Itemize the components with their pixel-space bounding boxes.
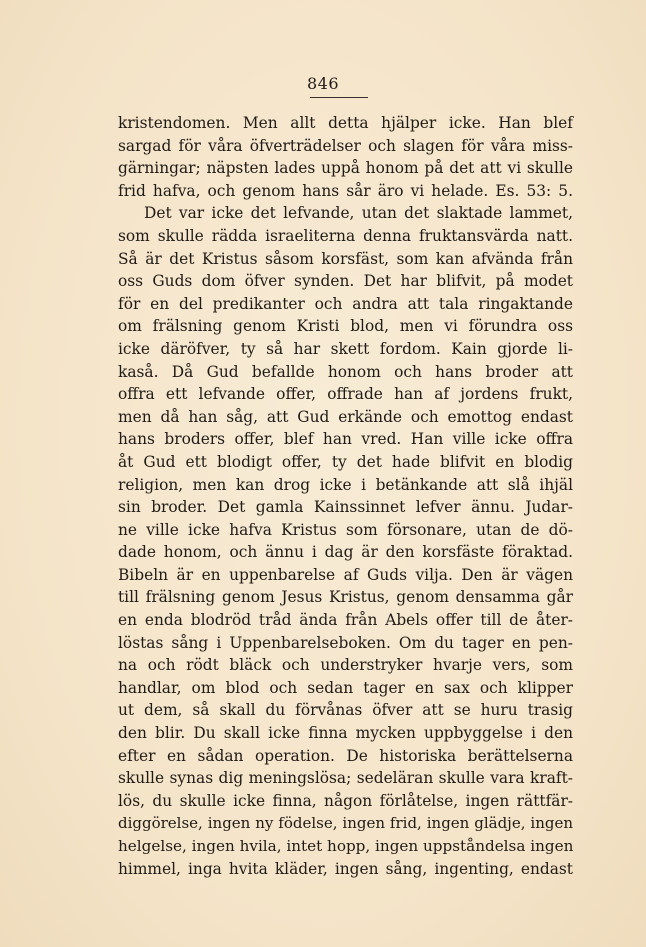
page-number: 846 bbox=[306, 74, 340, 93]
body-text bbox=[118, 112, 573, 880]
text-line: kristendomen. Men allt detta hjälper icke. Han blef bbox=[118, 114, 573, 132]
text-line: åt Gud ett blodigt offer, ty det hade blifvit en blodig bbox=[118, 452, 573, 471]
text-line: frid hafva, och genom hans sår äro vi helade. Es. 53: 5. bbox=[118, 181, 573, 200]
text-line: sargad för våra öfverträdelser och slagen för våra miss- bbox=[118, 136, 573, 155]
text-line: handlar, om blod och sedan tager en sax och klipper bbox=[118, 678, 573, 697]
text-line: ne ville icke hafva Kristus som försonare, utan de dö- bbox=[118, 520, 573, 539]
text-line: oss Guds dom öfver synden. Det har blifvit, på modet bbox=[118, 272, 573, 291]
text-line: icke däröfver, ty så har skett fordom. Kain gjorde li- bbox=[118, 339, 573, 358]
text-line: ut dem, så skall du förvånas öfver att se huru trasig bbox=[118, 701, 573, 720]
text-line: na och rödt bläck och understryker hvarje vers, som bbox=[118, 656, 573, 675]
text-line: om frälsning genom Kristi blod, men vi förundra oss bbox=[118, 317, 573, 336]
text-line: kaså. Då Gud befallde honom och hans broder att bbox=[118, 362, 573, 381]
text-line: Bibeln är en uppenbarelse af Guds vilja. Den är vägen bbox=[118, 565, 573, 584]
text-line: gärningar; näpsten lades uppå honom på det att vi skulle bbox=[118, 159, 573, 178]
text-line: till frälsning genom Jesus Kristus, genom densamma går bbox=[118, 588, 573, 607]
text-line: helgelse, ingen hvila, intet hopp, ingen uppståndelsa ingen bbox=[118, 837, 574, 855]
text-line: efter en sådan operation. De historiska berättelserna bbox=[118, 746, 573, 765]
text-line: offra ett lefvande offer, offrade han af jordens frukt, bbox=[118, 385, 573, 404]
text-line: löstas sång i Uppenbarelseboken. Om du tager en pen- bbox=[118, 633, 573, 652]
text-line: den blir. Du skall icke finna mycken uppbyggelse i den bbox=[118, 724, 573, 743]
text-line: Så är det Kristus såsom korsfäst, som kan afvända från bbox=[118, 249, 573, 268]
text-line: sin broder. Det gamla Kainssinnet lefver ännu. Judar- bbox=[118, 498, 573, 517]
text-line: som skulle rädda israeliterna denna fruktansvärda natt. bbox=[118, 226, 573, 245]
text-line: himmel, inga hvita kläder, ingen sång, ingenting, endast bbox=[118, 859, 573, 878]
text-line: lös, du skulle icke finna, någon förlåtelse, ingen rättfär- bbox=[118, 791, 573, 810]
text-line: dade honom, och ännu i dag är den korsfäste föraktad. bbox=[118, 543, 573, 562]
page-number-rule bbox=[310, 97, 368, 98]
text-line: diggörelse, ingen ny födelse, ingen frid, ingen glädje, ingen bbox=[118, 814, 573, 833]
text-line: Det var icke det lefvande, utan det slaktade lammet, bbox=[144, 204, 573, 223]
text-line: en enda blodröd tråd ända från Abels offer till de åter- bbox=[118, 611, 573, 630]
text-line: religion, men kan drog icke i betänkande att slå ihjäl bbox=[118, 475, 573, 494]
text-line: men då han såg, att Gud erkände och emottog endast bbox=[118, 407, 573, 426]
text-line: för en del predikanter och andra att tala ringaktande bbox=[118, 294, 573, 313]
text-line: hans broders offer, blef han vred. Han ville icke offra bbox=[118, 430, 573, 449]
text-line: skulle synas dig meningslösa; sedeläran skulle vara kraft- bbox=[118, 769, 573, 788]
